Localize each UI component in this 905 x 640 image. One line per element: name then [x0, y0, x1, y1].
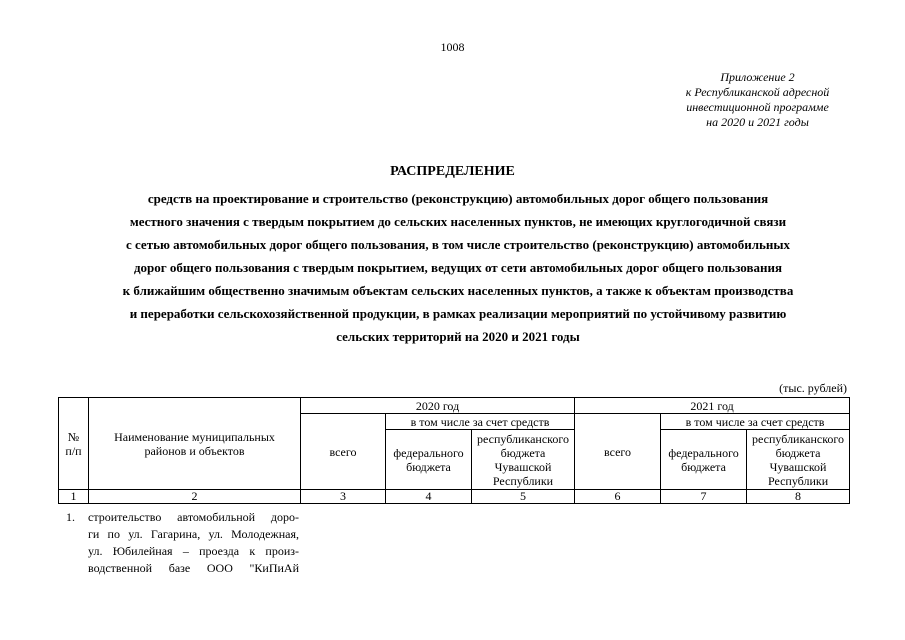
col-header-total-2021: всего	[575, 414, 661, 490]
subtitle-line: сельских территорий на 2020 и 2021 годы	[336, 329, 580, 344]
column-number: 8	[747, 490, 850, 504]
col-header-federal-2021-text: федерального бюджета	[668, 445, 739, 474]
col-header-2021: 2021 год	[575, 398, 850, 414]
column-number: 2	[89, 490, 301, 504]
row-number: 1.	[66, 510, 75, 524]
document-subtitle	[58, 187, 858, 348]
col-header-republican-2021-text: республиканского бюджета Чувашской Республики	[752, 431, 845, 488]
column-numbers-row	[59, 490, 850, 504]
subtitle-line: дорог общего пользования с твердым покрытием, ведущих от сети автомобильных дорог общего пользования	[133, 260, 783, 275]
units-label: (тыс. рублей)	[779, 381, 847, 395]
col-header-number	[59, 398, 89, 490]
appendix-line: на 2020 и 2021 годы	[706, 115, 809, 129]
col-header-number-text: № п/п	[65, 429, 82, 458]
subtitle-line: средств на проектирование и строительство (реконструкцию) автомобильных дорог общего пользования	[147, 191, 769, 206]
col-header-republican-2021	[747, 430, 850, 490]
row-object-name	[88, 509, 299, 577]
col-header-name	[89, 398, 301, 490]
col-header-including-2021: в том числе за счет средств	[661, 414, 850, 430]
page-number: 1008	[440, 40, 465, 54]
column-number: 5	[472, 490, 575, 504]
col-header-republican-2020-text: республиканского бюджета Чувашской Республики	[477, 431, 570, 488]
row-object-name-line: строительство автомобильной доро-	[88, 510, 299, 524]
col-header-federal-2021	[661, 430, 747, 490]
distribution-table	[58, 397, 850, 504]
col-header-federal-2020-text: федерального бюджета	[393, 445, 464, 474]
row-object-name-line: ул. Юбилейная – проезда к произ-	[88, 544, 299, 558]
subtitle-line: и переработки сельскохозяйственной продукции, в рамках реализации мероприятий по устойчивому развитию	[129, 306, 787, 321]
col-header-2020: 2020 год	[301, 398, 575, 414]
column-number: 6	[575, 490, 661, 504]
appendix-note	[660, 70, 855, 130]
subtitle-line: к ближайшим общественно значимым объектам сельских населенных пунктов, а также к объектам производства	[122, 283, 794, 298]
row-object-name-line: водственной базе ООО "КиПиАй	[88, 561, 299, 575]
col-header-republican-2020	[472, 430, 575, 490]
row-object-name-line: ги по ул. Гагарина, ул. Молодежная,	[88, 527, 299, 541]
appendix-line: Приложение 2	[720, 70, 795, 84]
appendix-line: инвестиционной программе	[686, 100, 829, 114]
col-header-including-2020: в том числе за счет средств	[386, 414, 575, 430]
column-number: 1	[59, 490, 89, 504]
subtitle-line: с сетью автомобильных дорог общего пользования, в том числе строительство (реконструкцию) автомобильных	[125, 237, 791, 252]
subtitle-line: местного значения с твердым покрытием до сельских населенных пунктов, не имеющих круглогодичной связи	[129, 214, 787, 229]
col-header-name-text: Наименование муниципальных районов и объектов	[114, 430, 275, 458]
column-number: 7	[661, 490, 747, 504]
col-header-federal-2020	[386, 430, 472, 490]
col-header-total-2020: всего	[301, 414, 386, 490]
document-title: РАСПРЕДЕЛЕНИЕ	[390, 164, 515, 179]
appendix-line: к Республиканской адресной	[685, 85, 830, 99]
header-row-years	[59, 398, 850, 414]
column-number: 4	[386, 490, 472, 504]
column-number: 3	[301, 490, 386, 504]
